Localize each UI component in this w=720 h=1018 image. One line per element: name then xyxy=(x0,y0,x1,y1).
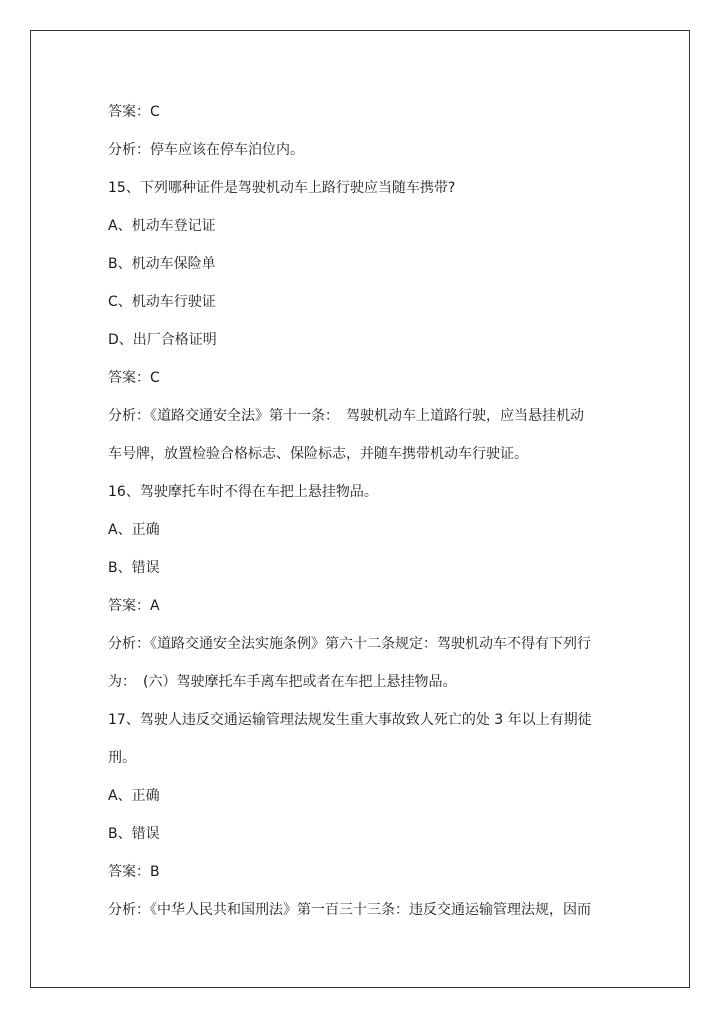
analysis-16-line-1: 分析：《道路交通安全法实施条例》第六十二条规定：驾驶机动车不得有下列行 xyxy=(108,636,591,652)
option-b-15: B、机动车保险单 xyxy=(108,256,216,272)
analysis-17-line-1: 分析：《中华人民共和国刑法》第一百三十三条：违反交通运输管理法规，因而 xyxy=(108,902,591,918)
option-d-15: D、出厂合格证明 xyxy=(108,332,217,348)
question-16: 16、驾驶摩托车时不得在车把上悬挂物品。 xyxy=(108,484,378,500)
answer-15: 答案：C xyxy=(108,370,160,386)
answer-14: 答案：C xyxy=(108,104,160,120)
analysis-14: 分析：停车应该在停车泊位内。 xyxy=(108,142,304,158)
option-c-15: C、机动车行驶证 xyxy=(108,294,216,310)
option-b-16: B、错误 xyxy=(108,560,160,576)
answer-17: 答案：B xyxy=(108,864,160,880)
option-b-17: B、错误 xyxy=(108,826,160,842)
analysis-15-line-2: 车号牌，放置检验合格标志、保险标志，并随车携带机动车行驶证。 xyxy=(108,446,528,462)
question-17-line-1: 17、驾驶人违反交通运输管理法规发生重大事故致人死亡的处 3 年以上有期徒 xyxy=(108,712,592,728)
option-a-17: A、正确 xyxy=(108,788,160,804)
analysis-16-line-2: 为： (六）驾驶摩托车手离车把或者在车把上悬挂物品。 xyxy=(108,674,457,690)
answer-16: 答案：A xyxy=(108,598,160,614)
analysis-15-line-1: 分析：《道路交通安全法》第十一条： 驾驶机动车上道路行驶，应当悬挂机动 xyxy=(108,408,584,424)
question-17-line-2: 刑。 xyxy=(108,750,136,766)
document-body xyxy=(108,93,618,929)
option-a-16: A、正确 xyxy=(108,522,160,538)
question-15: 15、下列哪种证件是驾驶机动车上路行驶应当随车携带? xyxy=(108,180,456,196)
option-a-15: A、机动车登记证 xyxy=(108,218,216,234)
